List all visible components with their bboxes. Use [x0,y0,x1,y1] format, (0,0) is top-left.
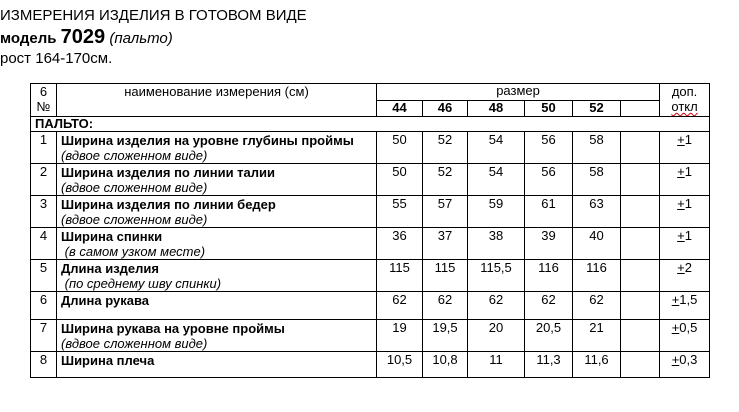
size-value-44: 115 [377,260,423,292]
header-size-48: 48 [468,101,525,117]
tolerance-value [672,320,698,336]
row-name-cell [57,292,377,320]
measurement-name: Ширина изделия по линии бедер [61,197,276,212]
height-line: рост 164-170см. [0,50,113,67]
document-title: ИЗМЕРЕНИЯ ИЗДЕЛИЯ В ГОТОВОМ ВИДЕ [0,7,307,24]
measurements-table [30,83,710,378]
empty-cell [621,260,660,292]
plus-minus-sign: + [671,352,680,367]
tolerance-cell [660,228,710,260]
size-value-46: 37 [423,228,468,260]
tolerance-value [677,132,692,148]
empty-cell [621,164,660,196]
size-value-48: 11 [468,352,525,378]
row-name-cell [57,352,377,378]
tolerance-number: 2 [684,260,692,275]
row-name-cell [57,320,377,352]
tolerance-number: 1 [684,228,692,243]
plus-minus-sign: + [677,228,685,243]
plus-minus-sign: + [677,132,685,147]
tolerance-number: 0,3 [679,352,698,367]
size-value-50: 11,3 [525,352,573,378]
header-size-52: 52 [573,101,621,117]
header-size-44: 44 [377,101,423,117]
tolerance-value [677,228,692,244]
size-value-52: 116 [573,260,621,292]
tolerance-value [672,292,698,308]
model-label: модель [0,30,57,47]
row-name-cell [57,132,377,164]
row-number: 8 [31,352,57,378]
size-value-46: 57 [423,196,468,228]
size-value-46: 115 [423,260,468,292]
size-value-44: 10,5 [377,352,423,378]
header-dop-line2 [660,99,709,114]
plus-minus-sign: + [671,292,680,307]
table-body [31,84,710,378]
size-value-52: 62 [573,292,621,320]
measurement-note: (в самом узком месте) [61,244,206,259]
header-size-group: размер [377,84,660,101]
tolerance-value [677,260,692,276]
size-value-44: 55 [377,196,423,228]
row-number: 5 [31,260,57,292]
size-value-44: 50 [377,164,423,196]
header-size-empty [621,101,660,117]
row-name-cell [57,164,377,196]
measurement-name: Ширина плеча [61,353,155,368]
plus-minus-sign: + [677,196,685,211]
tolerance-cell [660,320,710,352]
row-number: 3 [31,196,57,228]
size-value-50: 39 [525,228,573,260]
size-value-48: 38 [468,228,525,260]
header-size-46: 46 [423,101,468,117]
row-name-cell [57,196,377,228]
row-number: 4 [31,228,57,260]
size-value-44: 50 [377,132,423,164]
size-value-50: 116 [525,260,573,292]
header-dop-cell [660,84,710,117]
size-value-52: 11,6 [573,352,621,378]
measurement-name: Ширина изделия на уровне глубины проймы [61,133,354,148]
row-name-cell [57,228,377,260]
plus-minus-sign: + [671,320,680,335]
size-value-52: 58 [573,164,621,196]
row-number: 2 [31,164,57,196]
row-number: 1 [31,132,57,164]
tolerance-cell [660,164,710,196]
table-row [31,352,710,378]
plus-minus-sign: + [677,260,685,275]
size-value-48: 54 [468,164,525,196]
tolerance-value [677,196,692,212]
size-value-46: 52 [423,132,468,164]
size-value-52: 58 [573,132,621,164]
size-value-50: 56 [525,164,573,196]
header-name-cell [57,84,377,117]
table-row [31,260,710,292]
header-num-line2: № [36,99,51,114]
header-name: наименование измерения (см) [124,84,309,99]
measurement-note: (вдвое сложенном виде) [61,336,208,351]
measurement-name: Ширина изделия по линии талии [61,165,276,180]
header-num-cell [31,84,57,117]
empty-cell [621,320,660,352]
header-dop-line1: доп. [671,84,698,99]
size-value-48: 54 [468,132,525,164]
tolerance-cell [660,196,710,228]
tolerance-number: 1 [684,132,692,147]
measurement-note: (вдвое сложенном виде) [61,148,208,163]
plus-minus-sign: + [677,164,685,179]
tolerance-cell [660,132,710,164]
size-value-46: 62 [423,292,468,320]
table-row [31,292,710,320]
header-num-line1: 6 [39,84,48,99]
table-row [31,164,710,196]
size-value-44: 36 [377,228,423,260]
size-value-48: 115,5 [468,260,525,292]
table-row [31,132,710,164]
empty-cell [621,228,660,260]
size-value-48: 20 [468,320,525,352]
empty-cell [621,132,660,164]
row-number: 6 [31,292,57,320]
section-title: ПАЛЬТО: [31,117,710,132]
size-value-48: 62 [468,292,525,320]
size-value-52: 40 [573,228,621,260]
size-value-50: 62 [525,292,573,320]
row-name-cell [57,260,377,292]
size-value-44: 19 [377,320,423,352]
empty-cell [621,196,660,228]
size-value-50: 56 [525,132,573,164]
measurement-note: (по среднему шву спинки) [61,276,222,291]
size-value-46: 19,5 [423,320,468,352]
size-value-46: 52 [423,164,468,196]
measurement-name: Длина рукава [61,293,149,308]
size-value-46: 10,8 [423,352,468,378]
tolerance-cell [660,352,710,378]
header-size-50: 50 [525,101,573,117]
tolerance-number: 1,5 [679,292,698,307]
tolerance-number: 1 [684,196,692,211]
empty-cell [621,352,660,378]
tolerance-cell [660,292,710,320]
size-value-50: 61 [525,196,573,228]
model-number: 7029 [60,26,106,48]
tolerance-cell [660,260,710,292]
tolerance-value [672,352,698,368]
model-note: (пальто) [109,30,173,47]
size-value-44: 62 [377,292,423,320]
table-row [31,228,710,260]
measurement-name: Ширина спинки [61,229,163,244]
table-row [31,196,710,228]
size-value-52: 63 [573,196,621,228]
model-line [0,26,739,49]
measurement-note: (вдвое сложенном виде) [61,180,208,195]
size-value-52: 21 [573,320,621,352]
measurement-note: (вдвое сложенном виде) [61,212,208,227]
measurement-name: Ширина рукава на уровне проймы [61,321,285,336]
empty-cell [621,292,660,320]
tolerance-number: 1 [684,164,692,179]
header-dop-line2-text: откл [671,99,698,114]
table-row [31,320,710,352]
size-value-48: 59 [468,196,525,228]
tolerance-number: 0,5 [679,320,698,335]
size-value-50: 20,5 [525,320,573,352]
row-number: 7 [31,320,57,352]
tolerance-value [677,164,692,180]
measurement-name: Длина изделия [61,261,159,276]
